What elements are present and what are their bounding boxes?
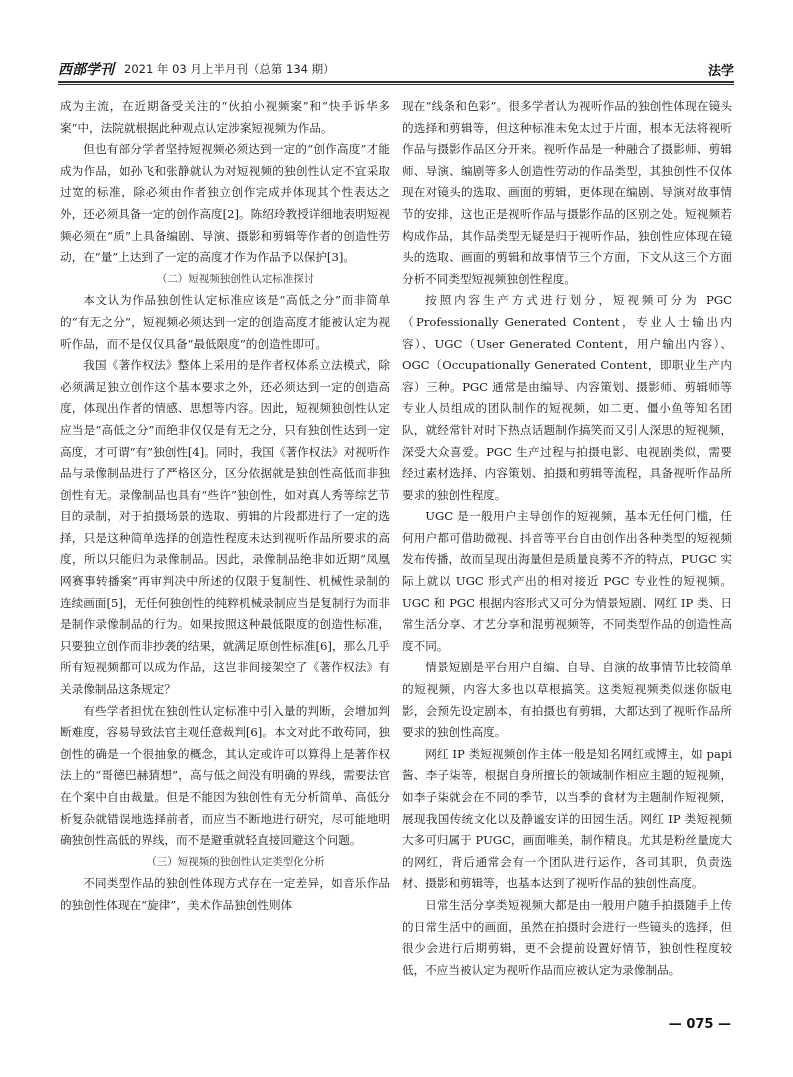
right-column bbox=[402, 96, 732, 981]
header-rule-thin bbox=[58, 84, 734, 85]
paragraph: 不同类型作品的独创性体现方式存在一定差异，如音乐作品的独创性体现在“旋律”，美术作品独创性则体 bbox=[60, 876, 390, 912]
subsection-heading: （三）短视频的独创性认定类型化分析 bbox=[146, 855, 325, 868]
paragraph: 现在“线条和色彩”。很多学者认为视听作品的独创性体现在镜头的选择和剪辑等，但这种标准未免太过于片面，根本无法将视听作品与摄影作品区分开来。视听作品是一种融合了摄影师、剪辑师、导演、编剧等多人创造性劳动的作品类型，其独创性不仅体现在对镜头的选取、画面的剪辑，更体现在编剧、导演对故事情节的安排，这也正是视听作品与摄影作品的区别之处。短视频若构成作品，其作品类型无疑是归于视听作品，独创性应体现在镜头的选取、画面的剪辑和故事情节三个方面，下文从这三个方面分析不同类型短视频独创性程度。 bbox=[402, 99, 732, 286]
left-column bbox=[60, 96, 390, 917]
paragraph: 成为主流，在近期备受关注的“伙拍小视频案”和“快手诉华多案”中，法院就根据此种观点认定涉案短视频为作品。 bbox=[60, 99, 390, 135]
header-rule bbox=[58, 81, 734, 83]
section-label: 法学 bbox=[707, 64, 734, 79]
paragraph: UGC 是一般用户主导创作的短视频，基本无任何门槛，任何用户都可借助微视、抖音等平台自由创作出各种类型的短视频发布传播，故而呈现出海量但是质量良莠不齐的特点，PUGC 实际上就以 UGC 形式产出的相对接近 PGC 专业性的短视频。UGC 和 PGC 根据内容形式又可分为情景短剧、网红 IP 类、日常生活分享、才艺分享和混剪视频等，不同类型作品的创造性高度不同。 bbox=[402, 509, 732, 653]
paragraph: 本文认为作品独创性认定标准应该是“高低之分”而非简单的“有无之分”，短视频必须达到一定的创造高度才能被认定为视听作品，而不是仅仅具备“最低限度”的创造性即可。 bbox=[60, 293, 390, 351]
paragraph: 日常生活分享类短视频大都是由一般用户随手拍摄随手上传的日常生活中的画面，虽然在拍摄时会进行一些镜头的选择，但很少会进行后期剪辑，更不会提前设置好情节，独创性程度较低，不应当被认定为视听作品而应被认定为录像制品。 bbox=[402, 897, 732, 977]
running-header bbox=[58, 56, 734, 82]
paragraph: 有些学者担忧在独创性认定标准中引入量的判断，会增加判断难度，容易导致法官主观任意裁判[6]。本文对此不敢苟同，独创性的确是一个很抽象的概念，其认定或许可以算得上是著作权法上的“哥德巴赫猜想”，高与低之间没有明确的界线，需要法官在个案中自由裁量。但是不能因为独创性有无分析简单、高低分析复杂就错误地选择前者，而应当不断地进行研究，尽可能地明确独创性高低的界线，而不是避重就轻直接回避这个问题。 bbox=[60, 703, 390, 848]
subsection-heading: （二）短视频独创性认定标准探讨 bbox=[156, 272, 315, 285]
paragraph: 按照内容生产方式进行划分，短视频可分为 PGC（Professionally Generated Content，专业人士输出内容）、UGC（User Generated Content，用户输出内容）、OGC（Occupationally Generated Content，即职业生产内容）三种。PGC 通常是由编导、内容策划、摄影师、剪辑师等专业人员组成的团队制作的短视频，如二更、僵小鱼等知名团队，就经常针对时下热点话题制作搞笑而又引人深思的短视频，深受大众喜爱。PGC 生产过程与拍摄电影、电视剧类似，需要经过素材选择、内容策划、拍摄和剪辑等流程，具备视听作品所要求的独创性程度。 bbox=[402, 293, 732, 502]
paragraph: 网红 IP 类短视频创作主体一般是知名网红或博主，如 papi 酱、李子柒等，根据自身所擅长的领域制作相应主题的短视频，如李子柒就会在不同的季节，以当季的食材为主题制作短视频，展现我国传统文化以及静谧安详的田园生活。网红 IP 类短视频大多可归属于 PUGC，画面唯美，制作精良。尤其是粉丝量庞大的网红，背后通常会有一个团队进行运作，各司其职，负责选材、摄影和剪辑等，也基本达到了视听作品的独创性高度。 bbox=[402, 746, 732, 891]
journal-logo: 西部学刊 bbox=[58, 62, 114, 78]
page-number: — 075 — bbox=[668, 1017, 731, 1032]
paragraph: 但也有部分学者坚持短视频必须达到一定的“创作高度”才能成为作品，如孙飞和张静就认为对短视频的独创性认定不宜采取过宽的标准，除必须由作者独立创作完成并体现其个性表达之外，还必须具备一定的创作高度[2]。陈绍玲教授详细地表明短视频必须在“质”上具备编剧、导演、摄影和剪辑等作者的创造性劳动，在“量”上达到了一定的高度才作为作品予以保护[3]。 bbox=[60, 142, 390, 265]
paragraph: 情景短剧是平台用户自编、自导、自演的故事情节比较简单的短视频，内容大多也以草根搞笑。这类短视频类似迷你版电影，会预先设定剧本，有拍摄也有剪辑，大都达到了视听作品所要求的独创性高度。 bbox=[402, 660, 732, 740]
issue-info: 2021 年 03 月上半月刊（总第 134 期） bbox=[124, 62, 335, 76]
paragraph: 我国《著作权法》整体上采用的是作者权体系立法模式，除必须满足独立创作这个基本要求之外，还必须达到一定的创造高度，体现出作者的情感、思想等内容。因此，短视频独创性认定应当是“高低之分”而绝非仅仅是有无之分，只有独创性达到一定高度，才可谓“有”独创性[4]。同时，我国《著作权法》对视听作品与录像制品进行了严格区分，区分依据就是独创性高低而非独创性有无。录像制品也具有“些许”独创性，如对真人秀等综艺节目的录制，对于拍摄场景的选取、剪辑的片段都进行了一定的选择，只是这种简单选择的创造性程度未达到视听作品所要求的高度，所以只能归为录像制品。因此，录像制品绝非如近期“凤凰网赛事转播案”再审判决中所述的仅限于复制性、机械性录制的连续画面[5]，无任何独创性的纯粹机械录制应当是复制行为而非是制作录像制品的行为。如果按照这种最低限度的创造性标准，只要独立创作而非抄袭的结果，就满足原创性标准[6]，那么几乎所有短视频都可以成为作品，这岂非间接架空了《著作权法》有关录像制品这条规定？ bbox=[60, 358, 390, 697]
